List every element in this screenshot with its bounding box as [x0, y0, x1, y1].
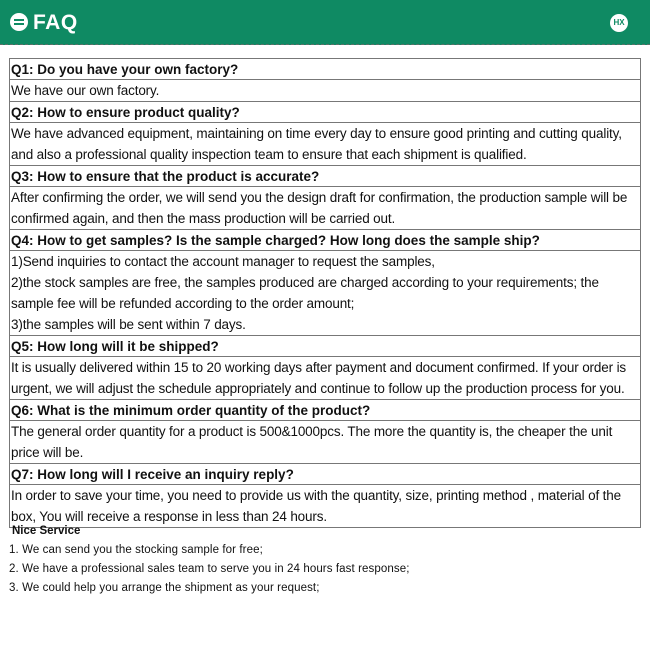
faq-answer — [10, 421, 640, 464]
faq-answer-line: The general order quantity for a product is 500&1000pcs. The more the quantity is, the cheaper the unit — [11, 424, 613, 439]
faq-question: Q3: How to ensure that the product is accurate? — [10, 166, 640, 187]
service-item: 2. We have a professional sales team to serve you in 24 hours fast response; — [9, 563, 410, 575]
chat-bubble-icon — [10, 13, 28, 31]
faq-answer — [10, 80, 640, 102]
faq-question: Q1: Do you have your own factory? — [10, 59, 640, 80]
faq-question: Q7: How long will I receive an inquiry reply? — [10, 464, 640, 485]
hx-badge-icon: HX — [610, 14, 628, 32]
faq-answer — [10, 123, 640, 166]
faq-answer-line: In order to save your time, you need to provide us with the quantity, size, printing method , material of the — [11, 488, 621, 503]
faq-answer-line: We have our own factory. — [11, 83, 160, 98]
faq-answer-line: box, You will receive a response in less than 24 hours. — [11, 509, 327, 524]
page-title: FAQ — [33, 11, 78, 34]
nice-service-section — [9, 521, 410, 598]
faq-table — [9, 58, 641, 528]
faq-answer-line: sample fee will be refunded according to the order amount; — [11, 296, 355, 311]
faq-question: Q2: How to ensure product quality? — [10, 102, 640, 123]
faq-answer-line: 3)the samples will be sent within 7 days. — [11, 317, 246, 332]
faq-answer-line: After confirming the order, we will send you the design draft for confirmation, the production sample will be — [11, 190, 628, 205]
service-item: 3. We could help you arrange the shipment as your request; — [9, 582, 320, 594]
service-item: 1. We can send you the stocking sample for free; — [9, 544, 263, 556]
faq-answer — [10, 251, 640, 336]
faq-answer-line: confirmed again, and then the mass production will be carried out. — [11, 211, 396, 226]
faq-answer-line: We have advanced equipment, maintaining on time every day to ensure good printing and cutting quality, — [11, 126, 622, 141]
faq-answer-line: 1)Send inquiries to contact the account manager to request the samples, — [11, 254, 435, 269]
faq-answer-line: urgent, we will adjust the schedule appropriately and continue to follow up the production process for you. — [11, 381, 625, 396]
faq-question: Q5: How long will it be shipped? — [10, 336, 640, 357]
faq-question: Q6: What is the minimum order quantity of the product? — [10, 400, 640, 421]
faq-answer-line: and also a professional quality inspection team to ensure that each shipment is qualified. — [11, 147, 527, 162]
faq-question: Q4: How to get samples? Is the sample charged? How long does the sample ship? — [10, 230, 640, 251]
faq-header — [0, 0, 650, 45]
service-title: Nice Service — [12, 525, 81, 537]
faq-answer-line: price will be. — [11, 445, 84, 460]
faq-answer-line: 2)the stock samples are free, the samples produced are charged according to your requirements; the — [11, 275, 599, 290]
faq-answer — [10, 357, 640, 400]
faq-answer-line: It is usually delivered within 15 to 20 working days after payment and document confirmed. If your order is — [11, 360, 627, 375]
faq-answer — [10, 187, 640, 230]
